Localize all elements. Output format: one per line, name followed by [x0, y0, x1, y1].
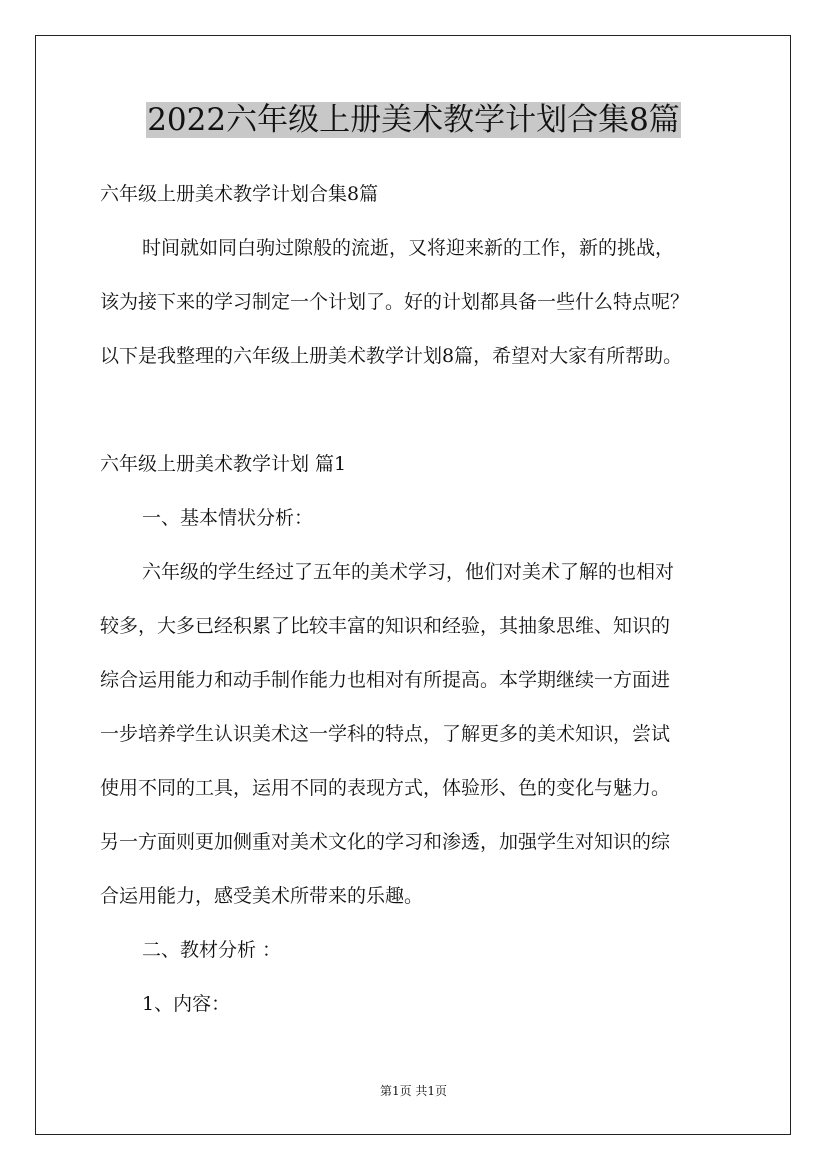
subsection-heading: 二、教材分析 ： [142, 939, 282, 961]
subtitle-line: 六年级上册美术教学计划合集8篇 [100, 183, 379, 205]
document-title: 2022六年级上册美术教学计划合集8篇 [147, 102, 680, 138]
list-item-heading: 1、内容： [142, 993, 231, 1015]
subsection-heading: 一、基本情状分析： [142, 507, 314, 529]
intro-line: 该为接下来的学习制定一个计划了。好的计划都具备一些什么特点呢？ [100, 291, 690, 313]
page-footer: 第1页 共1页 [379, 1084, 448, 1098]
body-line: 综合运用能力和动手制作能力也相对有所提高。本学期继续一方面进 [100, 669, 671, 691]
body-line: 六年级的学生经过了五年的美术学习，他们对美术了解的也相对 [142, 561, 675, 583]
body-line: 较多，大多已经积累了比较丰富的知识和经验，其抽象思维、知识的 [100, 615, 671, 637]
section-heading: 六年级上册美术教学计划 篇1 [100, 453, 347, 475]
body-line: 使用不同的工具，运用不同的表现方式，体验形、色的变化与魅力。 [100, 777, 671, 799]
body-line: 合运用能力，感受美术所带来的乐趣。 [100, 885, 424, 907]
body-line: 另一方面则更加侧重对美术文化的学习和渗透，加强学生对知识的综 [100, 831, 671, 853]
intro-line: 时间就如同白驹过隙般的流逝，又将迎来新的工作，新的挑战， [142, 237, 675, 259]
intro-line: 以下是我整理的六年级上册美术教学计划8篇，希望对大家有所帮助。 [100, 345, 683, 367]
body-line: 一步培养学生认识美术这一学科的特点，了解更多的美术知识，尝试 [100, 723, 671, 745]
